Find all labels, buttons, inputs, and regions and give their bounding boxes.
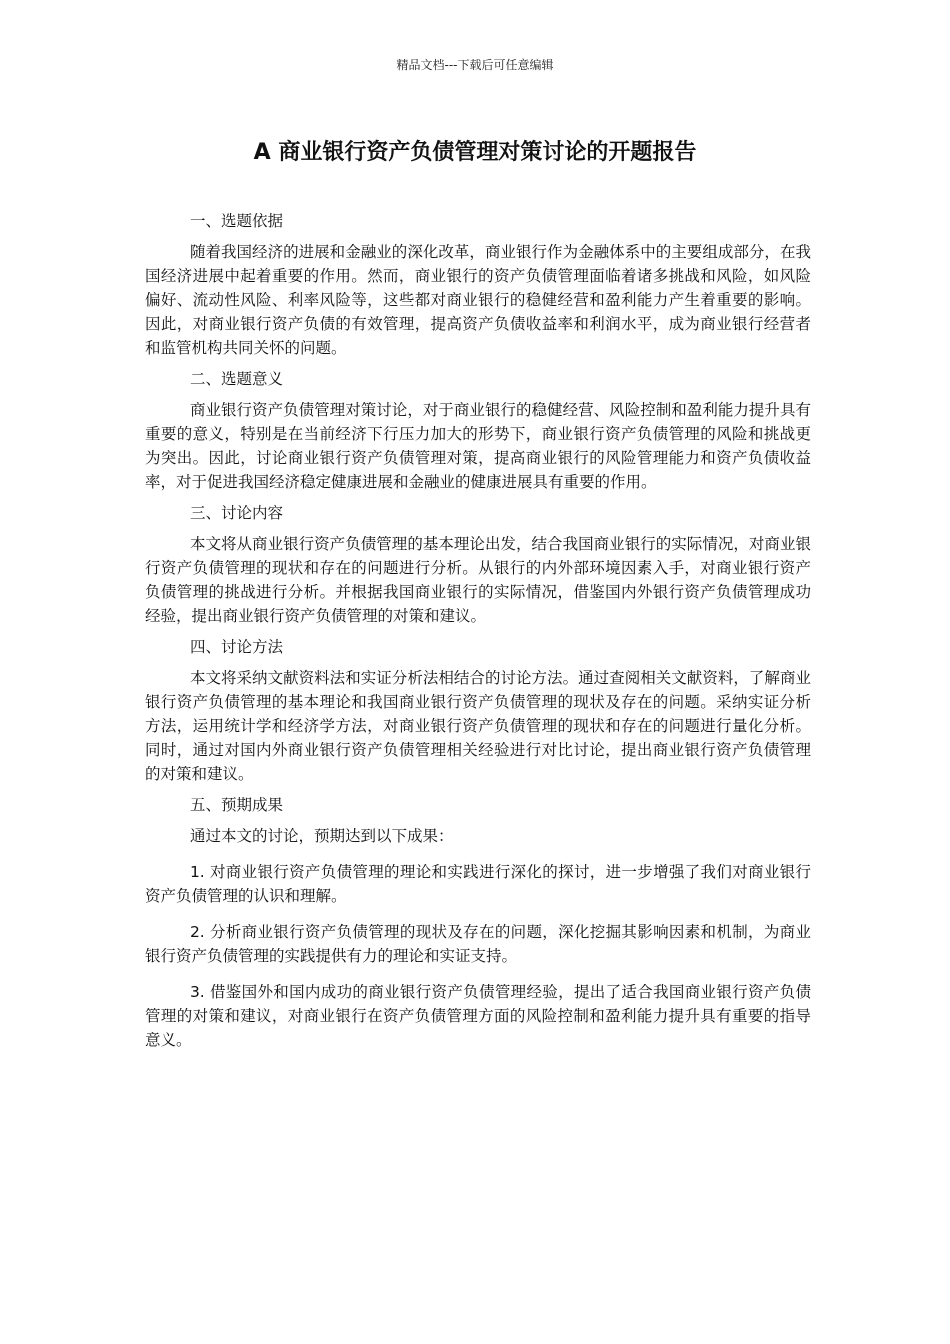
document-title: A 商业银行资产负债管理对策讨论的开题报告	[253, 140, 697, 165]
paragraph-methods: 本文将采纳文献资料法和实证分析法相结合的讨论方法。通过查阅相关文献资料，了解商业银行资产负债管理的基本理论和我国商业银行资产负债管理的现状及存在的问题。采纳实证分析方法，运用统计学和经济学方法，对商业银行资产负债管理的现状和存在的问题进行量化分析。同时，通过对国内外商业银行资产负债管理相关经验进行对比讨论，提出商业银行资产负债管理的对策和建议。	[145, 669, 811, 783]
section-heading-outcomes: 五、预期成果	[189, 796, 283, 814]
outcome-item-1: 1. 对商业银行资产负债管理的理论和实践进行深化的探讨，进一步增强了我们对商业银行资产负债管理的认识和理解。	[145, 863, 811, 905]
section-heading-basis: 一、选题依据	[189, 212, 283, 230]
section-heading-methods: 四、讨论方法	[189, 638, 283, 656]
paragraph-basis: 随着我国经济的进展和金融业的深化改革，商业银行作为金融体系中的主要组成部分，在我国经济进展中起着重要的作用。然而，商业银行的资产负债管理面临着诸多挑战和风险，如风险偏好、流动性风险、利率风险等，这些都对商业银行的稳健经营和盈利能力产生着重要的影响。因此，对商业银行资产负债的有效管理，提高资产负债收益率和利润水平，成为商业银行经营者和监管机构共同关怀的问题。	[145, 243, 811, 357]
outcome-item-3: 3. 借鉴国外和国内成功的商业银行资产负债管理经验，提出了适合我国商业银行资产负债管理的对策和建议，对商业银行在资产负债管理方面的风险控制和盈利能力提升具有重要的指导意义。	[145, 983, 811, 1049]
section-heading-content: 三、讨论内容	[189, 504, 283, 522]
paragraph-outcomes-intro: 通过本文的讨论，预期达到以下成果：	[189, 827, 454, 845]
header-note: 精品文档---下载后可任意编辑	[396, 58, 554, 72]
outcome-item-2: 2. 分析商业银行资产负债管理的现状及存在的问题，深化挖掘其影响因素和机制，为商业银行资产负债管理的实践提供有力的理论和实证支持。	[145, 923, 811, 965]
document-body	[145, 209, 811, 1064]
section-heading-significance: 二、选题意义	[189, 370, 283, 388]
paragraph-content: 本文将从商业银行资产负债管理的基本理论出发，结合我国商业银行的实际情况，对商业银行资产负债管理的现状和存在的问题进行分析。从银行的内外部环境因素入手，对商业银行资产负债管理的挑战进行分析。并根据我国商业银行的实际情况，借鉴国内外银行资产负债管理成功经验，提出商业银行资产负债管理的对策和建议。	[145, 535, 811, 625]
paragraph-significance: 商业银行资产负债管理对策讨论，对于商业银行的稳健经营、风险控制和盈利能力提升具有重要的意义，特别是在当前经济下行压力加大的形势下，商业银行资产负债管理的风险和挑战更为突出。因此，讨论商业银行资产负债管理对策，提高商业银行的风险管理能力和资产负债收益率，对于促进我国经济稳定健康进展和金融业的健康进展具有重要的作用。	[145, 401, 811, 491]
